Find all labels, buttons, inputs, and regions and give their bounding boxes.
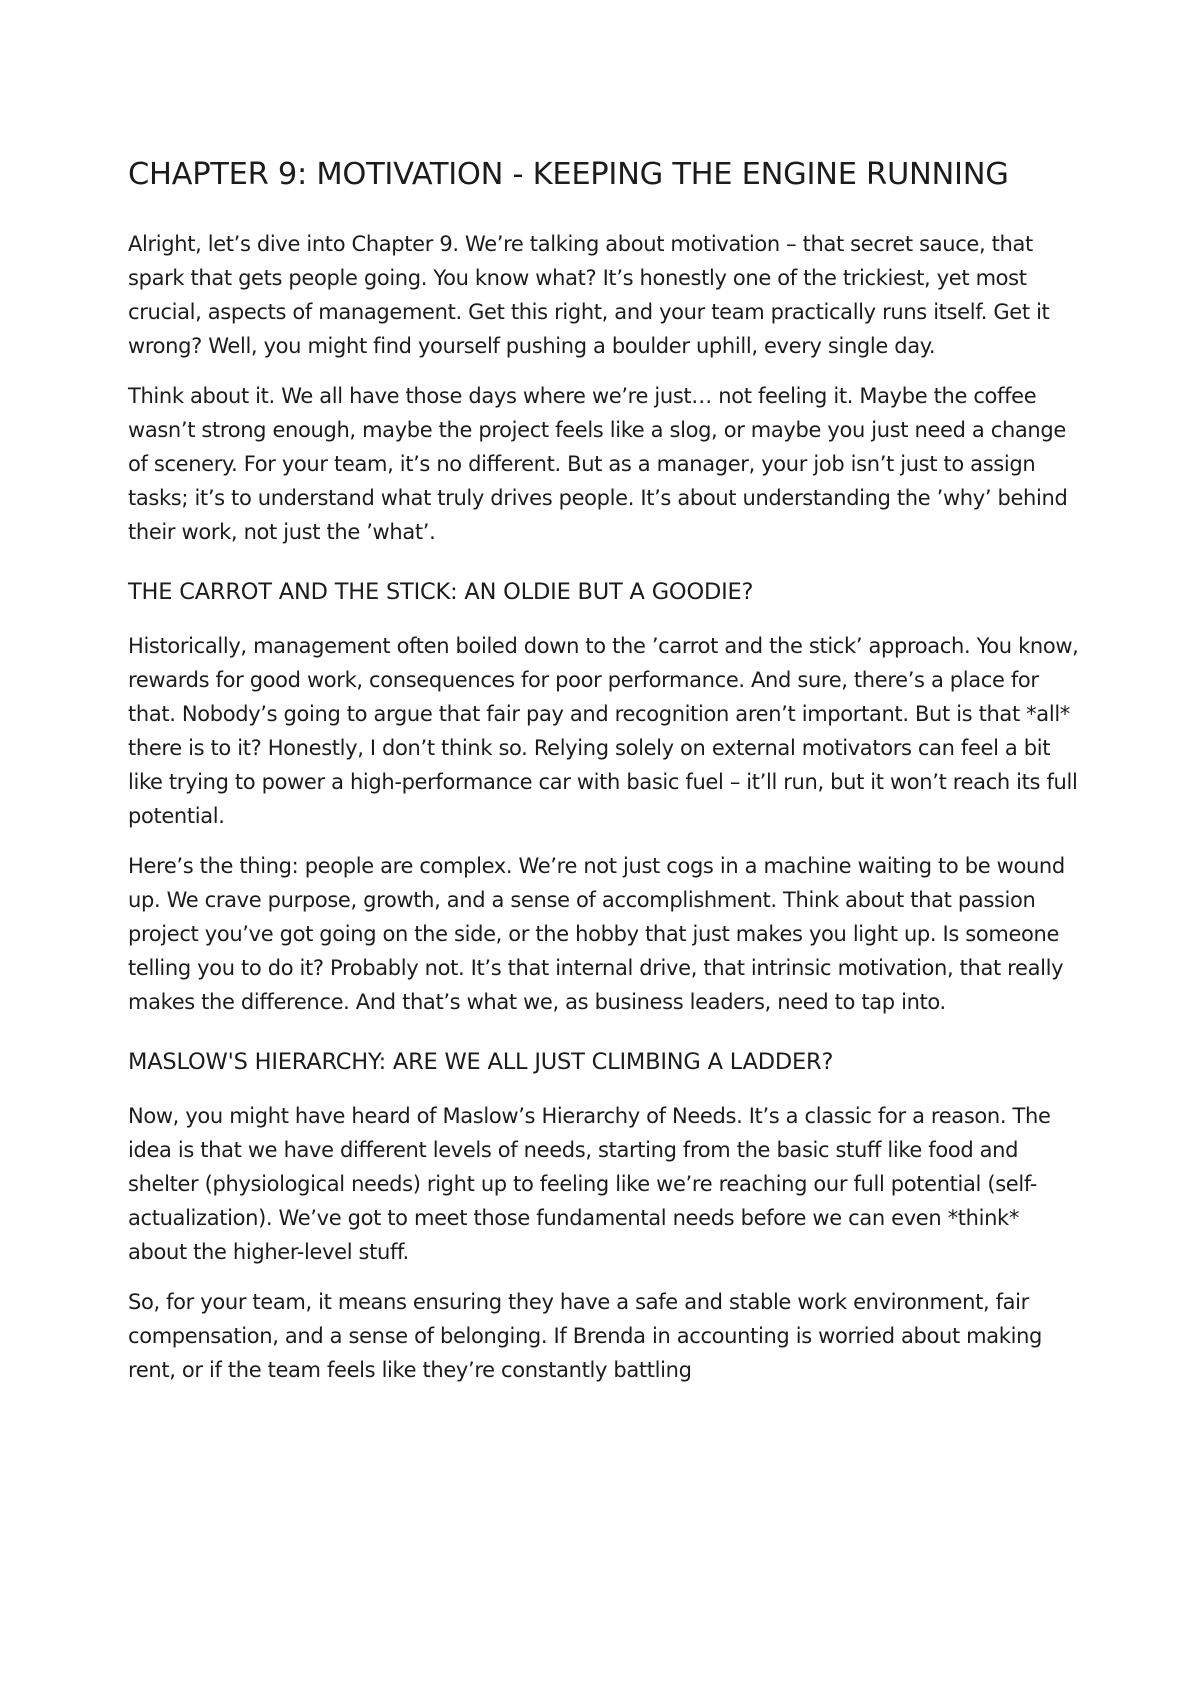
chapter-title: CHAPTER 9: MOTIVATION - KEEPING THE ENGINE RUNNING — [128, 157, 1009, 192]
section-heading-carrot-and-stick: THE CARROT AND THE STICK: AN OLDIE BUT A GOODIE? — [128, 579, 754, 605]
document-page — [128, 150, 1083, 1403]
carrot-stick-paragraph-2: Here’s the thing: people are complex. We’re not just cogs in a machine waiting to be wound up. We crave purpose, growth, and a sense of accomplishment. Think about that passion project you’ve got going on the side, or the hobby that just makes you light up. Is someone telling you to do it? Probably not. It’s that internal drive, that intrinsic motivation, that really makes the difference. And that’s what we, as business leaders, need to tap into. — [128, 854, 1065, 1014]
intro-paragraph-2: Think about it. We all have those days where we’re just… not feeling it. Maybe the coffee wasn’t strong enough, maybe the project feels like a slog, or maybe you just need a change of scenery. For your team, it’s no different. But as a manager, your job isn’t just to assign tasks; it’s to understand what truly drives people. It’s about understanding the ’why’ behind their work, not just the ’what’. — [128, 384, 1068, 544]
carrot-stick-paragraph-1: Historically, management often boiled down to the ’carrot and the stick’ approach. You know, rewards for good work, consequences for poor performance. And sure, there’s a place for that. Nobody’s going to argue that fair pay and recognition aren’t important. But is that *all* there is to it? Honestly, I don’t think so. Relying solely on external motivators can feel a bit like trying to power a high-performance car with basic fuel – it’ll run, but it won’t reach its full potential. — [128, 634, 1079, 828]
maslow-paragraph-1: Now, you might have heard of Maslow’s Hierarchy of Needs. It’s a classic for a reason. The idea is that we have different levels of needs, starting from the basic stuff like food and shelter (physiological needs) right up to feeling like we’re reaching our full potential (self-actualization). We’ve got to meet those fundamental needs before we can even *think* about the higher-level stuff. — [128, 1104, 1051, 1264]
intro-paragraph-1: Alright, let’s dive into Chapter 9. We’re talking about motivation – that secret sauce, that spark that gets people going. You know what? It’s honestly one of the trickiest, yet most crucial, aspects of management. Get this right, and your team practically runs itself. Get it wrong? Well, you might find yourself pushing a boulder uphill, every single day. — [128, 232, 1050, 358]
maslow-paragraph-2: So, for your team, it means ensuring they have a safe and stable work environment, fair compensation, and a sense of belonging. If Brenda in accounting is worried about making rent, or if the team feels like they’re constantly battling — [128, 1290, 1043, 1382]
section-heading-maslow: MASLOW'S HIERARCHY: ARE WE ALL JUST CLIMBING A LADDER? — [128, 1049, 834, 1075]
